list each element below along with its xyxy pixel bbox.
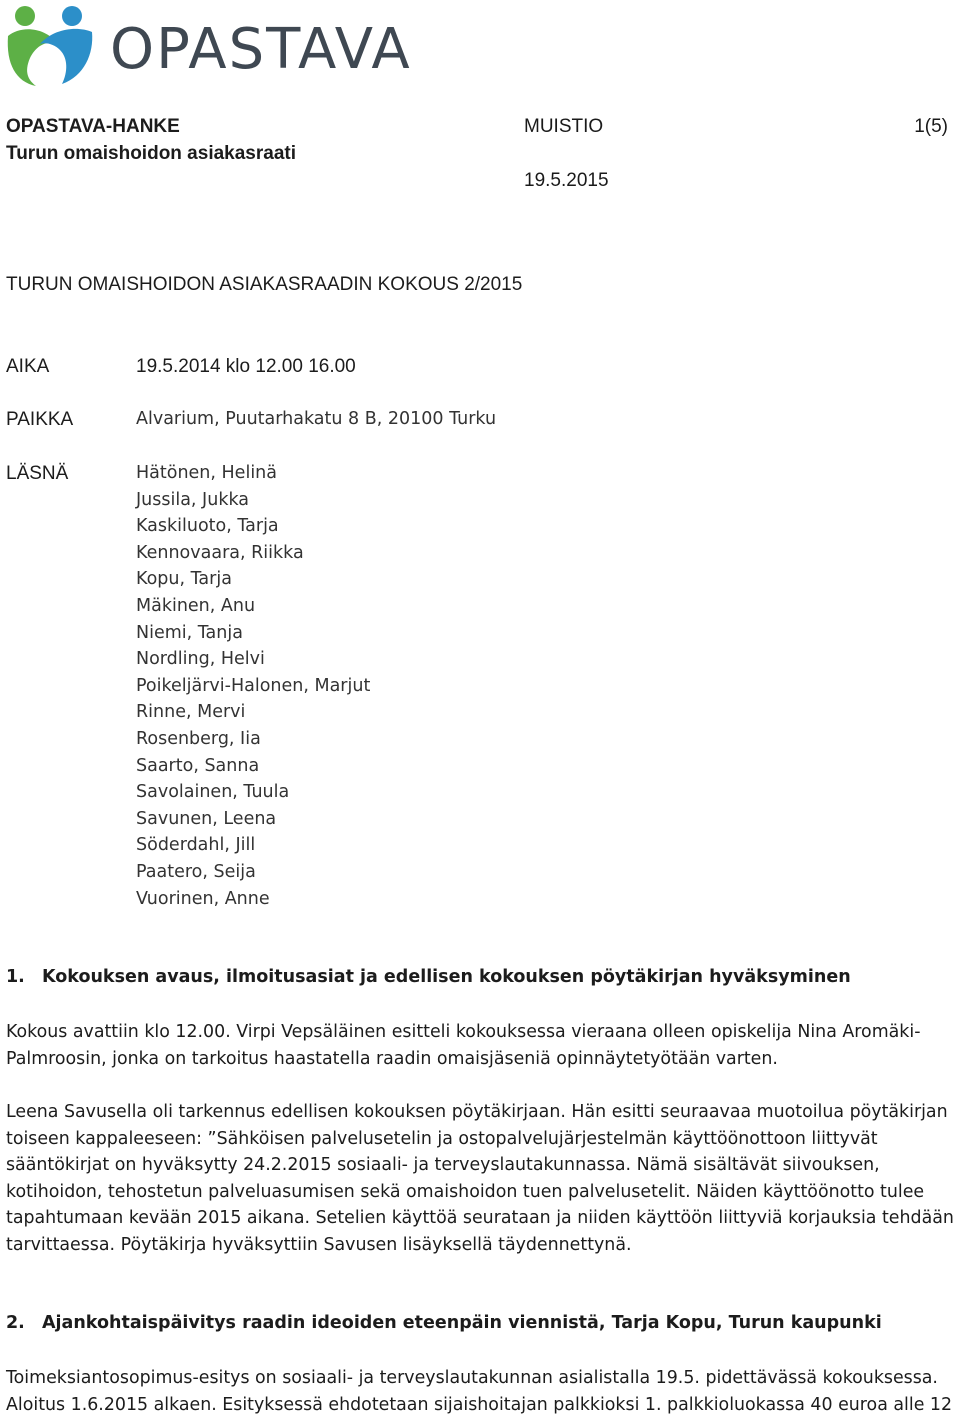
- page-number: 1(5): [914, 116, 948, 137]
- paragraph-line: kotihoidon, tehostetun palveluasumisen sekä omaishoidon tuen palvelusetelit. Näiden käyttöönotto tulee: [6, 1181, 925, 1202]
- time-value: 19.5.2014 klo 12.00 16.00: [136, 356, 356, 377]
- place-value: Alvarium, Puutarhakatu 8 B, 20100 Turku: [136, 409, 497, 429]
- meeting-title: TURUN OMAISHOIDON ASIAKASRAADIN KOKOUS 2/2015: [6, 274, 523, 295]
- attendee-item: Mäkinen, Anu: [136, 595, 256, 616]
- logo-blue-head: [62, 6, 82, 26]
- section-1-number: 1.: [6, 967, 25, 987]
- attendee-item: Kaskiluoto, Tarja: [136, 516, 279, 537]
- paragraph-line: Palmroosin, jonka on tarkoitus haastatella raadin omaisjäseniä opinnäytetyötään varten.: [6, 1048, 778, 1069]
- attendee-item: Rinne, Mervi: [136, 702, 246, 723]
- doc-date: 19.5.2015: [524, 170, 609, 191]
- opastava-logo: [6, 2, 436, 86]
- section-1-paragraph-2: [6, 1099, 960, 1259]
- paragraph-line: tapahtumaan kevään 2015 aikana. Setelien käyttöä seurataan ja niiden käyttöön liittyviä korjauksia tehdään: [6, 1208, 954, 1229]
- attendee-item: Niemi, Tanja: [136, 622, 243, 643]
- paragraph-line: Kokous avattiin klo 12.00. Virpi Vepsäläinen esitteli kokouksessa vieraana olleen opiskelija Nina Aromäki-: [6, 1022, 921, 1042]
- section-1-heading: [0, 967, 960, 993]
- attendee-item: Nordling, Helvi: [136, 649, 265, 670]
- opastava-logo-mark: [6, 2, 436, 86]
- section-1-paragraph-1: [6, 1019, 960, 1072]
- attendee-item: Hätönen, Helinä: [136, 463, 277, 483]
- doc-type: MUISTIO: [524, 116, 604, 137]
- paragraph-line: Leena Savusella oli tarkennus edellisen kokouksen pöytäkirjaan. Hän esitti seuraavaa muotoilua pöytäkirjan: [6, 1102, 948, 1122]
- attendee-item: Vuorinen, Anne: [136, 888, 270, 909]
- attendee-list: [136, 460, 370, 912]
- section-2-title: Ajankohtaispäivitys raadin ideoiden eteenpäin viennistä, Tarja Kopu, Turun kaupunki: [42, 1313, 882, 1333]
- attendee-item: Paatero, Seija: [136, 861, 256, 882]
- paragraph-line: toiseen kappaleeseen: ”Sähköisen palvelusetelin ja ostopalvelujärjestelmän käyttöönottoon liittyvät: [6, 1128, 878, 1149]
- section-2-paragraph-1: [6, 1365, 960, 1418]
- attendee-item: Poikeljärvi-Halonen, Marjut: [136, 675, 371, 696]
- attendee-item: Jussila, Jukka: [136, 489, 249, 510]
- logo-text: OPASTAVA: [110, 17, 412, 82]
- section-2-heading: [0, 1313, 960, 1339]
- attendee-item: Savunen, Leena: [136, 808, 277, 829]
- paragraph-line: Aloitus 1.6.2015 alkaen. Esityksessä ehdotetaan sijaishoitajan palkkioksi 1. palkkioluokassa 40 euroa alle 12: [6, 1394, 953, 1415]
- attendee-item: Savolainen, Tuula: [136, 782, 290, 803]
- paragraph-line: tarvittaessa. Pöytäkirja hyväksyttiin Savusen lisäyksellä täydennettynä.: [6, 1234, 632, 1255]
- section-1-title: Kokouksen avaus, ilmoitusasiat ja edellisen kokouksen pöytäkirjan hyväksyminen: [42, 967, 851, 987]
- logo-blue-body: [40, 29, 92, 84]
- group-name: Turun omaishoidon asiakasraati: [6, 143, 297, 164]
- present-label: LÄSNÄ: [6, 463, 69, 484]
- place-label: PAIKKA: [6, 409, 74, 430]
- logo-green-head: [15, 6, 35, 26]
- time-label: AIKA: [6, 356, 50, 377]
- attendee-item: Rosenberg, Iia: [136, 728, 261, 749]
- attendee-item: Kopu, Tarja: [136, 569, 232, 590]
- org-name: OPASTAVA-HANKE: [6, 116, 180, 137]
- section-2-number: 2.: [6, 1313, 25, 1333]
- paragraph-line: sääntökirjat on hyväksytty 24.2.2015 sosiaali- ja terveyslautakunnassa. Nämä sisältävät siivouksen,: [6, 1155, 880, 1176]
- paragraph-line: Toimeksiantosopimus-esitys on sosiaali- ja terveyslautakunnan asialistalla 19.5. pidettävässä kokouksessa.: [6, 1368, 938, 1388]
- attendee-item: Kennovaara, Riikka: [136, 542, 304, 563]
- attendee-item: Saarto, Sanna: [136, 755, 260, 776]
- attendee-item: Söderdahl, Jill: [136, 835, 256, 856]
